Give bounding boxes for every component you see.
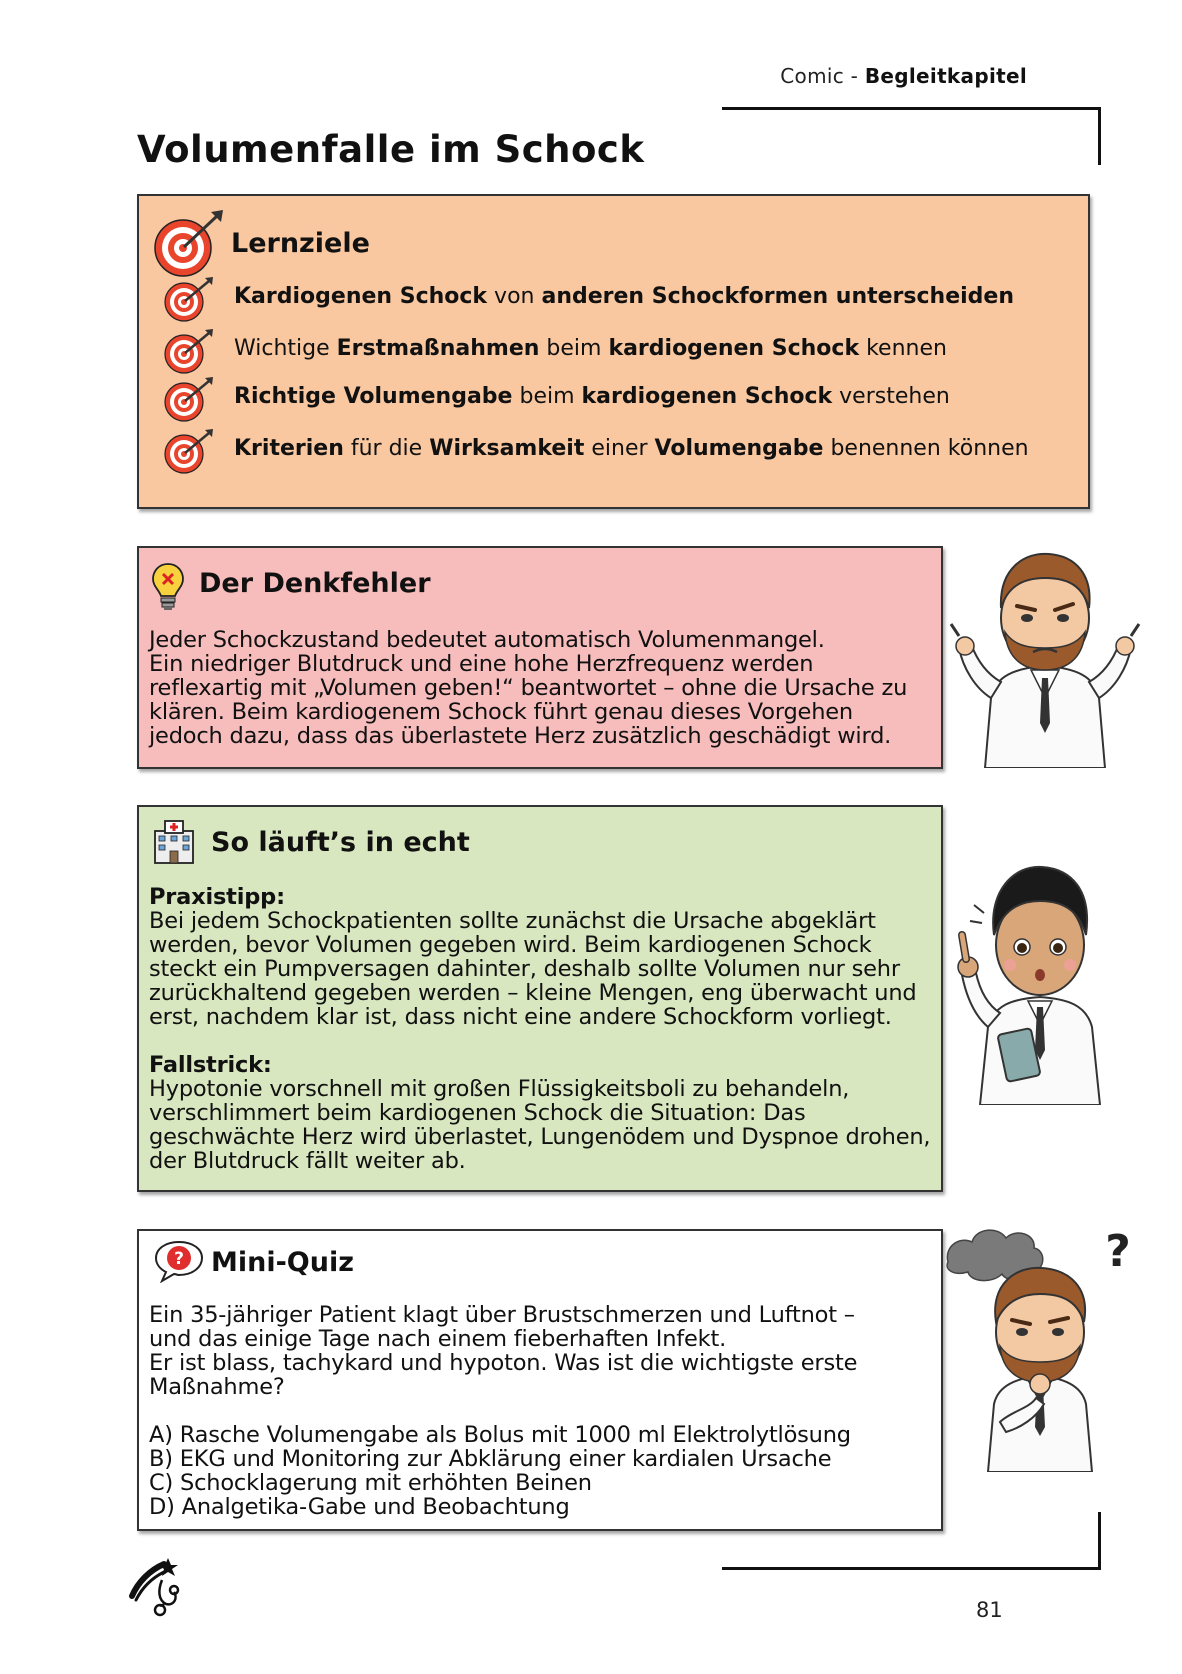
lernziel-text-segment: Wirksamkeit bbox=[429, 436, 585, 461]
doctor-thinking-illustration bbox=[940, 1222, 1140, 1472]
praxistipp-label: Praxistipp: bbox=[149, 884, 285, 910]
quiz-question-line: Er ist blass, tachykard und hypoton. Was ist die wichtigste erste bbox=[149, 1350, 858, 1376]
svg-text:?: ? bbox=[1105, 1226, 1131, 1277]
fallstrick-line: geschwächte Herz wird überlastet, Lungenödem und Dyspnoe drohen, bbox=[149, 1124, 931, 1150]
frame-corner-top-vertical bbox=[1098, 107, 1101, 165]
lernziel-text-segment: verstehen bbox=[832, 384, 950, 409]
echt-text bbox=[149, 885, 930, 1173]
target-arrow-icon bbox=[163, 276, 215, 322]
doctor-shrugging-illustration bbox=[945, 548, 1145, 768]
frame-corner-bottom bbox=[722, 1567, 1100, 1570]
lernziel-text-segment: Kardiogenen Schock bbox=[234, 284, 488, 309]
quiz-question-line: und das einige Tage nach einem fieberhaften Infekt. bbox=[149, 1326, 727, 1352]
quiz-title: Mini-Quiz bbox=[211, 1247, 354, 1278]
lernziel-text-segment: benennen können bbox=[823, 436, 1029, 461]
denkfehler-line: Ein niedriger Blutdruck und eine hohe Herzfrequenz werden bbox=[149, 651, 814, 677]
quiz-question-line: Ein 35-jähriger Patient klagt über Brustschmerzen und Luftnot – bbox=[149, 1302, 855, 1328]
lernziel-item-2 bbox=[234, 336, 947, 361]
header-section: Begleitkapitel bbox=[864, 64, 1027, 88]
lernziel-text-segment: Richtige Volumengabe bbox=[234, 384, 513, 409]
lernziele-box bbox=[137, 194, 1090, 509]
lernziele-title: Lernziele bbox=[231, 228, 370, 259]
denkfehler-line: klären. Beim kardiogenem Schock führt genau dieses Vorgehen bbox=[149, 699, 853, 725]
lernziel-icon-4 bbox=[163, 428, 215, 478]
fallstrick-line: der Blutdruck fällt weiter ab. bbox=[149, 1148, 466, 1174]
lernziel-text-segment: kennen bbox=[859, 336, 947, 361]
question-bubble-icon bbox=[153, 1239, 205, 1283]
lernziel-text-segment: beim bbox=[539, 336, 609, 361]
lernziel-item-4 bbox=[234, 436, 1029, 461]
praxistipp-line: zurückhaltend gegeben werden – kleine Mengen, eng überwacht und bbox=[149, 980, 917, 1006]
denkfehler-line: Jeder Schockzustand bedeutet automatisch Volumenmangel. bbox=[149, 627, 825, 653]
frame-corner-bottom-vertical bbox=[1098, 1512, 1101, 1570]
lernziel-text-segment: von bbox=[487, 284, 542, 309]
lernziel-text-segment: Erstmaßnahmen bbox=[336, 336, 540, 361]
quiz-option-a[interactable]: A) Rasche Volumengabe als Bolus mit 1000 ml Elektrolytlösung bbox=[149, 1422, 851, 1448]
lernziel-text-segment: Wichtige bbox=[234, 336, 337, 361]
denkfehler-text bbox=[149, 628, 907, 748]
lernziel-text-segment: beim bbox=[512, 384, 582, 409]
lernziel-icon-2 bbox=[163, 328, 215, 378]
lernziel-text-segment: Kriterien bbox=[234, 436, 344, 461]
frame-corner-top bbox=[722, 107, 1100, 110]
denkfehler-box bbox=[137, 546, 943, 769]
lernziel-text-segment: einer bbox=[584, 436, 655, 461]
fallstrick-label: Fallstrick: bbox=[149, 1052, 272, 1078]
praxistipp-line: Bei jedem Schockpatienten sollte zunächst die Ursache abgeklärt bbox=[149, 908, 876, 934]
lightbulb-x-icon bbox=[151, 562, 185, 612]
lernziel-text-segment: anderen Schockformen unterscheiden bbox=[541, 284, 1014, 309]
quiz-option-d[interactable]: D) Analgetika-Gabe und Beobachtung bbox=[149, 1494, 570, 1520]
lernziel-text-segment: kardiogenen Schock bbox=[608, 336, 860, 361]
denkfehler-line: jedoch dazu, dass das überlastete Herz zusätzlich geschädigt wird. bbox=[149, 723, 892, 749]
lernziel-text-segment: kardiogenen Schock bbox=[581, 384, 833, 409]
lernziel-icon-1 bbox=[163, 276, 215, 326]
running-header bbox=[780, 64, 1027, 88]
echt-box bbox=[137, 805, 943, 1192]
target-arrow-icon bbox=[163, 328, 215, 374]
quiz-text bbox=[149, 1303, 857, 1519]
echt-title: So läuft’s in echt bbox=[211, 827, 470, 858]
fallstrick-line: Hypotonie vorschnell mit großen Flüssigkeitsboli zu behandeln, bbox=[149, 1076, 850, 1102]
fallstrick-line: verschlimmert beim kardiogenen Schock die Situation: Das bbox=[149, 1100, 806, 1126]
header-prefix: Comic - bbox=[780, 64, 859, 88]
praxistipp-line: steckt ein Pumpversagen dahinter, deshalb sollte Volumen nur sehr bbox=[149, 956, 900, 982]
lernziel-text-segment: Volumengabe bbox=[654, 436, 824, 461]
lernziel-text-segment: für die bbox=[343, 436, 430, 461]
quiz-question-line: Maßnahme? bbox=[149, 1374, 285, 1400]
denkfehler-title: Der Denkfehler bbox=[199, 568, 431, 599]
quiz-option-b[interactable]: B) EKG und Monitoring zur Abklärung einer kardialen Ursache bbox=[149, 1446, 832, 1472]
quiz-option-c[interactable]: C) Schocklagerung mit erhöhten Beinen bbox=[149, 1470, 592, 1496]
target-arrow-icon bbox=[163, 428, 215, 474]
page-title: Volumenfalle im Schock bbox=[137, 128, 645, 171]
page-number: 81 bbox=[976, 1598, 1003, 1622]
praxistipp-line: werden, bevor Volumen gegeben wird. Beim kardiogenen Schock bbox=[149, 932, 872, 958]
target-arrow-icon bbox=[163, 376, 215, 422]
quiz-box bbox=[137, 1229, 943, 1531]
lernziel-item-3 bbox=[234, 384, 950, 409]
shooting-star-stethoscope-icon bbox=[128, 1556, 184, 1618]
hospital-icon bbox=[151, 817, 197, 865]
lernziel-icon-3 bbox=[163, 376, 215, 426]
praxistipp-line: erst, nachdem klar ist, dass nicht eine andere Schockform vorliegt. bbox=[149, 1004, 892, 1030]
target-arrow-icon bbox=[151, 206, 227, 278]
svg-text:?: ? bbox=[174, 1249, 184, 1269]
denkfehler-line: reflexartig mit „Volumen geben!“ beantwortet – ohne die Ursache zu bbox=[149, 675, 908, 701]
doctor-pointing-illustration bbox=[940, 855, 1130, 1105]
lernziel-item-1 bbox=[234, 284, 1014, 309]
